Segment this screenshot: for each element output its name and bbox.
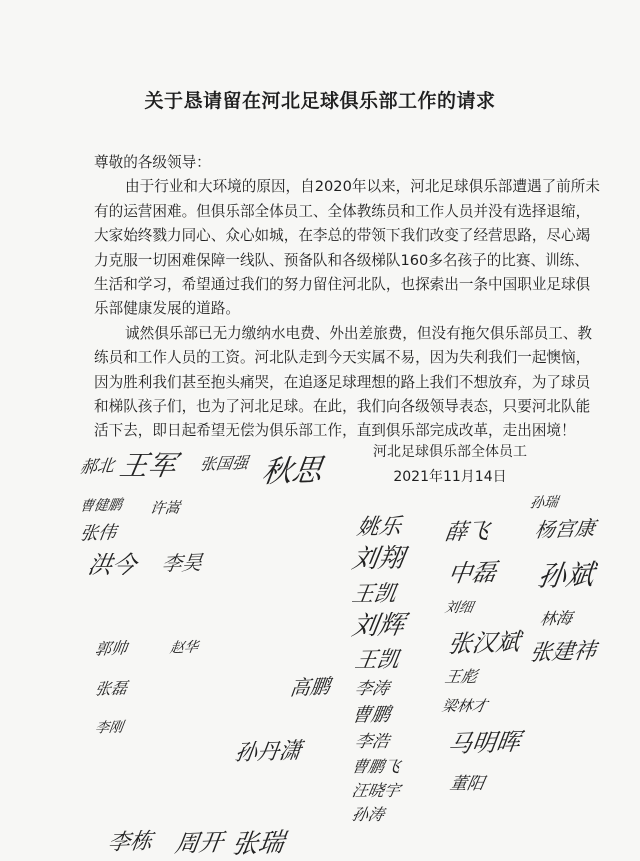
handwritten-signature: 李刚: [93, 719, 125, 737]
handwritten-signature: 薛飞: [443, 519, 491, 546]
handwritten-signature: 王彪: [443, 667, 479, 686]
paragraph-line: 诚然俱乐部已无力缴纳水电费、外出差旅费，但没有拖欠俱乐部员工、教: [125, 324, 593, 342]
handwritten-signature: 马明晖: [446, 727, 523, 759]
handwritten-signature: 曹鹏飞: [350, 757, 402, 776]
document-title: 关于恳请留在河北足球俱乐部工作的请求: [144, 90, 496, 112]
handwritten-signature: 王凯: [353, 647, 402, 674]
handwritten-signature: 曹鹏: [350, 703, 392, 727]
handwritten-signature: 张伟: [78, 522, 118, 545]
handwritten-signature: 张建祎: [528, 638, 598, 667]
handwritten-signature: 高鹏: [288, 673, 332, 701]
handwritten-signature: 林海: [538, 608, 574, 629]
handwritten-signature: 孙涛: [350, 805, 386, 824]
paragraph-line: 有的运营困难。但俱乐部全体员工、全体教练员和工作人员并没有选择退缩，: [94, 202, 591, 220]
paragraph-line: 生活和学习，希望通过我们的努力留住河北队，也探索出一条中国职业足球俱: [94, 276, 591, 294]
handwritten-signature: 杨宫康: [533, 515, 597, 543]
paragraph-2: [94, 322, 593, 444]
handwritten-signature: 张国强: [198, 453, 250, 474]
handwritten-signature: 董阳: [448, 774, 486, 794]
handwritten-signature: 李浩: [353, 732, 391, 752]
handwritten-signature: 李涛: [353, 679, 391, 699]
handwritten-signature: 孙瑞: [528, 494, 560, 512]
paragraph-line: 因为胜利我们甚至抱头痛哭，在追逐足球理想的路上我们不想放弃，为了球员: [94, 373, 591, 391]
paragraph-line: 活下去，即日起希望无偿为俱乐部工作，直到俱乐部完成改革，走出困境！: [94, 422, 576, 440]
handwritten-signature: 曹健鹏: [78, 497, 124, 515]
paragraph-line: 练员和工作人员的工资。河北队走到今天实属不易，因为失利我们一起懊恼，: [94, 349, 591, 367]
sender-name: 河北足球俱乐部全体员工: [373, 444, 527, 460]
letter-body: [94, 151, 600, 444]
handwritten-signature: 许嵩: [148, 498, 182, 518]
handwritten-signature: 赵华: [168, 639, 200, 657]
handwritten-signature: 张汉斌: [446, 627, 523, 659]
handwritten-signature: 孙丹潇: [233, 738, 303, 767]
handwritten-signature: 张瑞: [230, 828, 287, 860]
salutation: 尊敬的各级领导：: [94, 154, 211, 171]
paragraph-line: 和梯队孩子们，也为了河北足球。在此，我们向各级领导表态，只要河北队能: [94, 398, 591, 416]
handwritten-signature: 王军: [117, 449, 180, 482]
handwritten-signature: 孙斌: [535, 557, 597, 594]
handwritten-signature: 刘细: [443, 600, 475, 616]
handwritten-signature: 周开: [173, 828, 226, 858]
paragraph-line: 乐部健康发展的道路。: [94, 300, 240, 318]
handwritten-signature: 中磊: [446, 558, 499, 588]
handwritten-signature: 姚乐: [355, 514, 404, 541]
sender-block: [360, 440, 540, 490]
handwritten-signature: 洪今: [85, 551, 139, 579]
handwritten-signature: 汪晓宇: [350, 781, 402, 800]
handwritten-signature: 梁林才: [440, 697, 489, 715]
paragraph-1: [94, 175, 600, 321]
handwritten-signature: 郭帅: [93, 638, 129, 659]
handwritten-signature: 郝北: [78, 456, 116, 478]
handwritten-signature: 秋思: [259, 452, 325, 491]
handwritten-signature: 王凯: [350, 581, 399, 608]
paragraph-line: 大家始终戮力同心、众心如城，在李总的带领下我们改变了经营思路，尽心竭: [94, 227, 591, 245]
date: 2021年11月14日: [393, 469, 507, 485]
handwritten-signature: 李昊: [160, 550, 204, 576]
handwritten-signature: 李栋: [106, 829, 154, 856]
handwritten-signature: 刘辉: [349, 610, 407, 642]
handwritten-signature: 刘翔: [349, 543, 407, 575]
paragraph-line: 由于行业和大环境的原因，自2020年以来，河北足球俱乐部遭遇了前所未: [125, 178, 600, 196]
handwritten-signature: 张磊: [93, 678, 129, 699]
paragraph-line: 力克服一切困难保障一线队、预备队和各级梯队160多名孩子的比赛、训练、: [94, 251, 589, 269]
